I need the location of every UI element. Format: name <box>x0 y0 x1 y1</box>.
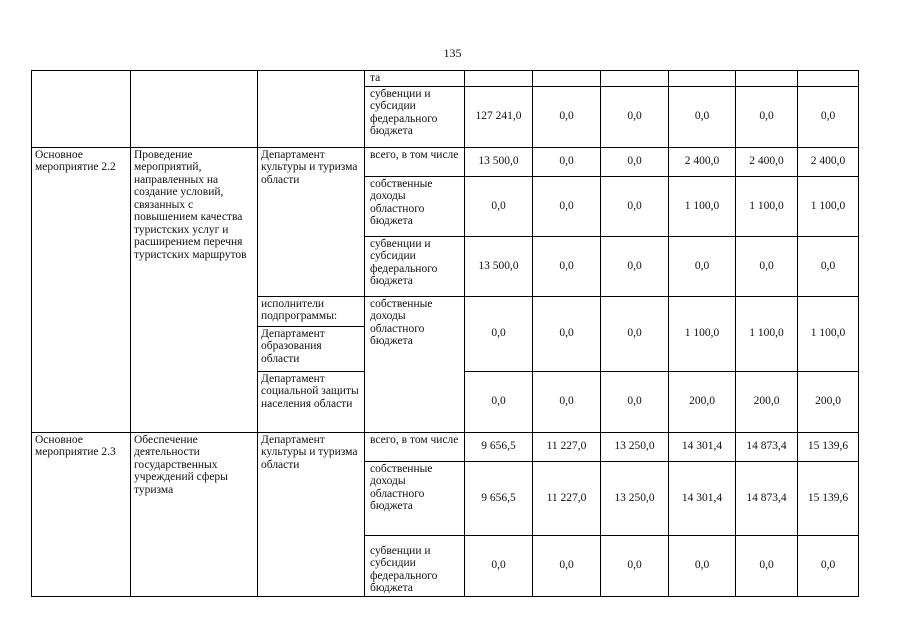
value-cell: 0,0 <box>669 535 736 596</box>
coexecutors-label: исполнители подпрограммы: <box>258 297 364 327</box>
value-cell: 9 656,5 <box>465 461 533 535</box>
value-cell: 0,0 <box>798 535 859 596</box>
measure-2-3-executor: Департамент культуры и туризма области <box>258 432 365 596</box>
value-cell: 1 100,0 <box>669 296 736 371</box>
value-cell: 0,0 <box>601 535 669 596</box>
value-cell: 9 656,5 <box>465 432 533 461</box>
value-cell: 14 873,4 <box>736 461 798 535</box>
value-cell: 13 250,0 <box>601 461 669 535</box>
funding-source: субвенции и субсидии федерального бюджета <box>365 86 465 147</box>
funding-source: субвенции и субсидии федерального бюджета <box>365 535 465 596</box>
funding-source: всего, в том числе <box>365 432 465 461</box>
value-cell: 0,0 <box>601 236 669 296</box>
value-cell: 200,0 <box>798 371 859 432</box>
value-cell: 11 227,0 <box>533 461 601 535</box>
value-cell: 13 500,0 <box>465 236 533 296</box>
value-cell: 0,0 <box>736 86 798 147</box>
value-cell: 0,0 <box>736 535 798 596</box>
value-cell <box>669 71 736 87</box>
value-cell: 15 139,6 <box>798 461 859 535</box>
value-cell: 0,0 <box>736 236 798 296</box>
value-cell: 1 100,0 <box>736 296 798 371</box>
table-row <box>32 71 859 87</box>
value-cell: 0,0 <box>601 176 669 236</box>
funding-source: всего, в том числе <box>365 147 465 176</box>
table-row <box>32 432 859 461</box>
value-cell: 200,0 <box>736 371 798 432</box>
value-cell: 11 227,0 <box>533 432 601 461</box>
value-cell: 0,0 <box>533 86 601 147</box>
row-executor-cell <box>258 71 365 148</box>
row-title-cell <box>32 71 131 148</box>
value-cell <box>736 71 798 87</box>
value-cell <box>601 71 669 87</box>
measure-2-3-title: Основное мероприятие 2.3 <box>32 432 131 596</box>
value-cell <box>533 71 601 87</box>
value-cell: 1 100,0 <box>798 176 859 236</box>
page-number: 135 <box>443 46 462 60</box>
value-cell: 0,0 <box>533 371 601 432</box>
measure-2-2-description: Проведение мероприятий, направленных на создание условий, связанных с повышением качества туристских услуг и расширением перечня туристских маршрутов <box>131 147 258 432</box>
value-cell <box>465 71 533 87</box>
row-description-cell <box>131 71 258 148</box>
budget-table <box>31 70 859 597</box>
value-cell: 0,0 <box>533 296 601 371</box>
funding-source: субвенции и субсидии федерального бюджета <box>365 236 465 296</box>
value-cell: 0,0 <box>465 371 533 432</box>
measure-2-2-title: Основное мероприятие 2.2 <box>32 147 131 432</box>
value-cell: 0,0 <box>533 147 601 176</box>
value-cell: 0,0 <box>798 86 859 147</box>
value-cell: 2 400,0 <box>736 147 798 176</box>
value-cell <box>798 71 859 87</box>
coexecutor-social: Департамент социальной защиты населения области <box>258 371 365 432</box>
value-cell: 0,0 <box>533 176 601 236</box>
value-cell: 2 400,0 <box>669 147 736 176</box>
value-cell: 127 241,0 <box>465 86 533 147</box>
value-cell: 14 301,4 <box>669 432 736 461</box>
funding-source: собственные доходы областного бюджета <box>365 461 465 535</box>
table-row <box>32 147 859 176</box>
funding-source: собственные доходы областного бюджета <box>365 296 465 432</box>
value-cell: 1 100,0 <box>669 176 736 236</box>
value-cell: 15 139,6 <box>798 432 859 461</box>
funding-source: та <box>365 71 465 87</box>
value-cell: 13 500,0 <box>465 147 533 176</box>
value-cell: 1 100,0 <box>798 296 859 371</box>
value-cell: 13 250,0 <box>601 432 669 461</box>
value-cell: 0,0 <box>601 147 669 176</box>
value-cell: 0,0 <box>798 236 859 296</box>
funding-source: собственные доходы областного бюджета <box>365 176 465 236</box>
measure-2-3-description: Обеспечение деятельности государственных учреждений сферы туризма <box>131 432 258 596</box>
value-cell: 1 100,0 <box>736 176 798 236</box>
value-cell: 200,0 <box>669 371 736 432</box>
measure-2-2-executor: Департамент культуры и туризма области <box>258 147 365 296</box>
value-cell: 0,0 <box>669 86 736 147</box>
value-cell: 0,0 <box>533 535 601 596</box>
value-cell: 0,0 <box>533 236 601 296</box>
value-cell: 0,0 <box>465 296 533 371</box>
coexecutors-cell <box>258 296 365 371</box>
coexecutor-education: Департамент образования области <box>261 327 325 365</box>
value-cell: 0,0 <box>465 176 533 236</box>
value-cell: 14 873,4 <box>736 432 798 461</box>
value-cell: 0,0 <box>601 296 669 371</box>
value-cell: 0,0 <box>601 371 669 432</box>
value-cell: 0,0 <box>601 86 669 147</box>
value-cell: 2 400,0 <box>798 147 859 176</box>
value-cell: 0,0 <box>669 236 736 296</box>
value-cell: 0,0 <box>465 535 533 596</box>
value-cell: 14 301,4 <box>669 461 736 535</box>
